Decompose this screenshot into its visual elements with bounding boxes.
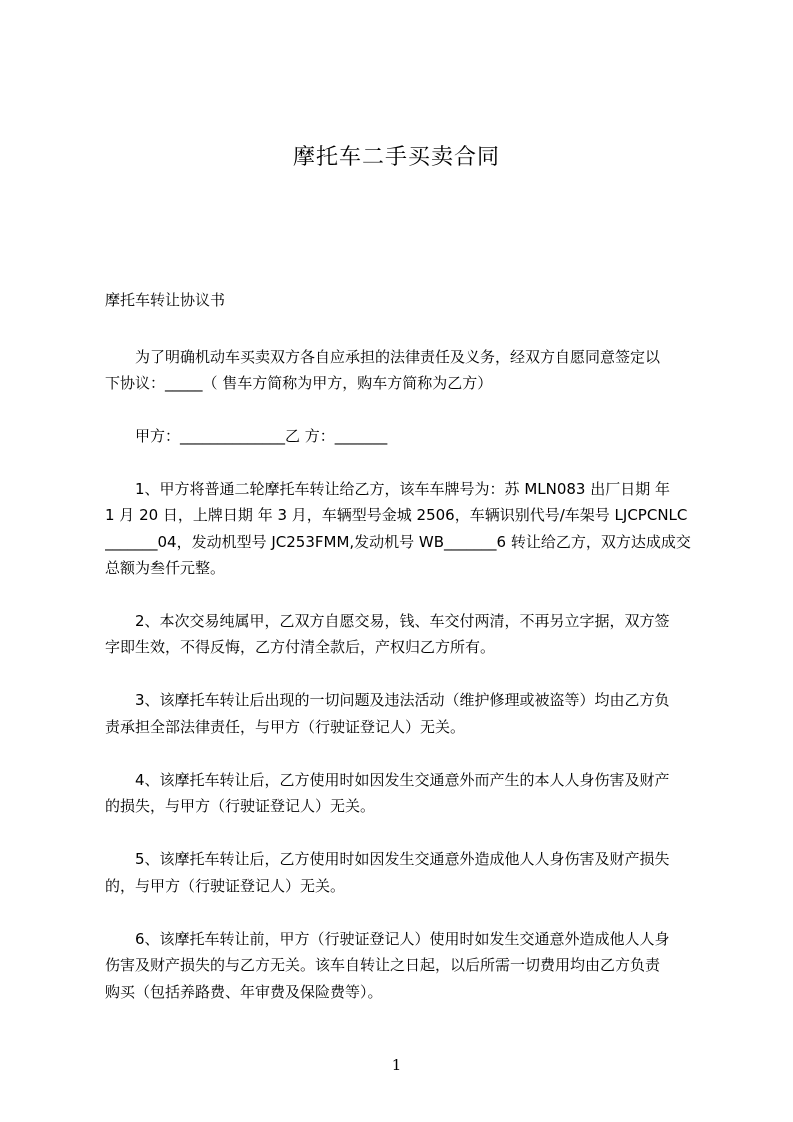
clause-line: 的损失，与甲方（行驶证登记人）无关。 xyxy=(105,797,376,815)
clause-line: _______04，发动机型号 JC253FMM,发动机号 WB_______6 转让给乙方，双方达成成交 xyxy=(105,533,691,551)
clause-line: 购买（包括养路费、年审费及保险费等）。 xyxy=(105,983,383,1001)
document-title: 摩托车二手买卖合同 xyxy=(292,145,500,170)
clause-line: 5、该摩托车转让后，乙方使用时如因发生交通意外造成他人人身伤害及财产损失 xyxy=(105,850,670,868)
clause-line: 字即生效，不得反悔，乙方付清全款后，产权归乙方所有。 xyxy=(105,638,496,656)
clause-line: 责承担全部法律责任，与甲方（行驶证登记人）无关。 xyxy=(105,718,466,736)
clause-line: 2、本次交易纯属甲，乙双方自愿交易，钱、车交付两清，不再另立字据，双方签 xyxy=(105,612,670,630)
clause-line: 1 月 20 日，上牌日期 年 3 月，车辆型号金城 2506，车辆识别代号/车架号 LJCPCNLC xyxy=(105,506,688,524)
intro-line-2: 下协议：_____（ 售车方简称为甲方，购车方简称为乙方） xyxy=(105,374,493,392)
clause-line: 4、该摩托车转让后，乙方使用时如因发生交通意外而产生的本人人身伤害及财产 xyxy=(105,771,670,789)
clause-line: 1、甲方将普通二轮摩托车转让给乙方，该车车牌号为：苏 MLN083 出厂日期 年 xyxy=(105,480,671,498)
parties-line: 甲方：______________乙 方：_______ xyxy=(105,427,388,445)
clause-line: 伤害及财产损失的与乙方无关。该车自转让之日起，以后所需一切费用均由乙方负责 xyxy=(105,956,661,974)
clause-line: 3、该摩托车转让后出现的一切问题及违法活动（维护修理或被盗等）均由乙方负 xyxy=(105,691,670,709)
clause-line: 总额为叁仟元整。 xyxy=(105,559,226,577)
clause-line: 的，与甲方（行驶证登记人）无关。 xyxy=(105,877,346,895)
document-subtitle: 摩托车转让协议书 xyxy=(105,291,226,309)
clause-line: 6、该摩托车转让前，甲方（行驶证登记人）使用时如发生交通意外造成他人人身 xyxy=(105,930,670,948)
intro-line-1: 为了明确机动车买卖双方各自应承担的法律责任及义务，经双方自愿同意签定以 xyxy=(105,348,661,366)
page-number: 1 xyxy=(391,1056,402,1074)
